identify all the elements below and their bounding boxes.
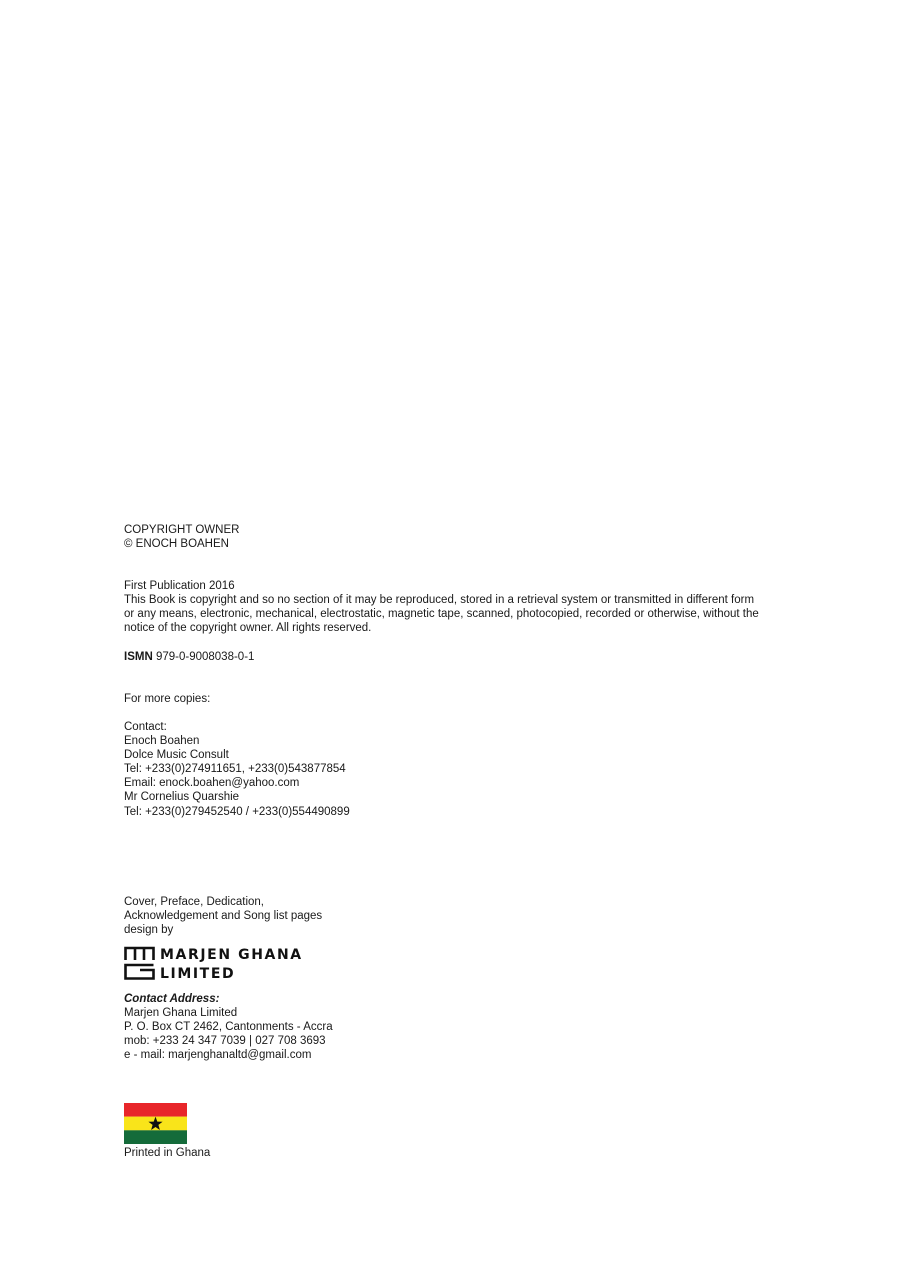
ismn-line (124, 650, 254, 664)
printed-in: Printed in Ghana (124, 1147, 211, 1159)
contact-name-2: Mr Cornelius Quarshie (124, 791, 240, 804)
copyright-heading: COPYRIGHT OWNER (124, 524, 240, 536)
logo-line-1: MARJEN GHANA (160, 947, 303, 963)
address-po-box: P. O. Box CT 2462, Cantonments - Accra (124, 1021, 333, 1034)
address-email: e - mail: marjenghanaltd@gmail.com (124, 1049, 312, 1062)
address-mobile: mob: +233 24 347 7039 | 027 708 3693 (124, 1035, 326, 1048)
design-credit-line: Cover, Preface, Dedication, (124, 896, 264, 908)
address-label: Contact Address: (124, 993, 220, 1005)
contact-phone: Tel: +233(0)274911651, +233(0)543877854 (124, 763, 346, 776)
address-block (124, 992, 333, 1062)
flag-red-stripe (124, 1103, 187, 1117)
marjen-logo-mark-icon (124, 946, 155, 980)
marjen-logo (124, 946, 303, 984)
marjen-logo-wordmark (160, 946, 303, 984)
contact-phone-2: Tel: +233(0)279452540 / +233(0)554490899 (124, 805, 350, 818)
ismn-value: 979-0-9008038-0-1 (155, 651, 255, 663)
contact-block (124, 720, 350, 819)
publication-block (124, 579, 759, 635)
design-credit-line: Acknowledgement and Song list pages (124, 910, 323, 923)
design-credit (124, 895, 322, 937)
copies-heading: For more copies: (124, 693, 211, 705)
logo-line-2: LIMITED (160, 966, 236, 982)
contact-name: Enoch Boahen (124, 735, 200, 748)
first-publication: First Publication 2016 (124, 580, 235, 592)
copyright-notice-line: or any means, electronic, mechanical, electrostatic, magnetic tape, scanned, photocopied, recorded or otherwise, without the (124, 608, 759, 621)
flag-green-stripe (124, 1130, 187, 1144)
copyright-notice-line: This Book is copyright and so no section of it may be reproduced, stored in a retrieval system or transmitted in different form (124, 594, 755, 607)
ghana-flag-icon (124, 1103, 187, 1144)
design-credit-line: design by (124, 924, 174, 937)
copyright-owner: © ENOCH BOAHEN (124, 538, 229, 551)
contact-company: Dolce Music Consult (124, 749, 229, 762)
copyright-block (124, 523, 239, 551)
ismn-label: ISMN (124, 651, 153, 663)
contact-label: Contact: (124, 721, 167, 733)
address-company: Marjen Ghana Limited (124, 1007, 238, 1020)
copyright-notice-line: notice of the copyright owner. All rights reserved. (124, 622, 372, 635)
contact-email: Email: enock.boahen@yahoo.com (124, 777, 300, 790)
